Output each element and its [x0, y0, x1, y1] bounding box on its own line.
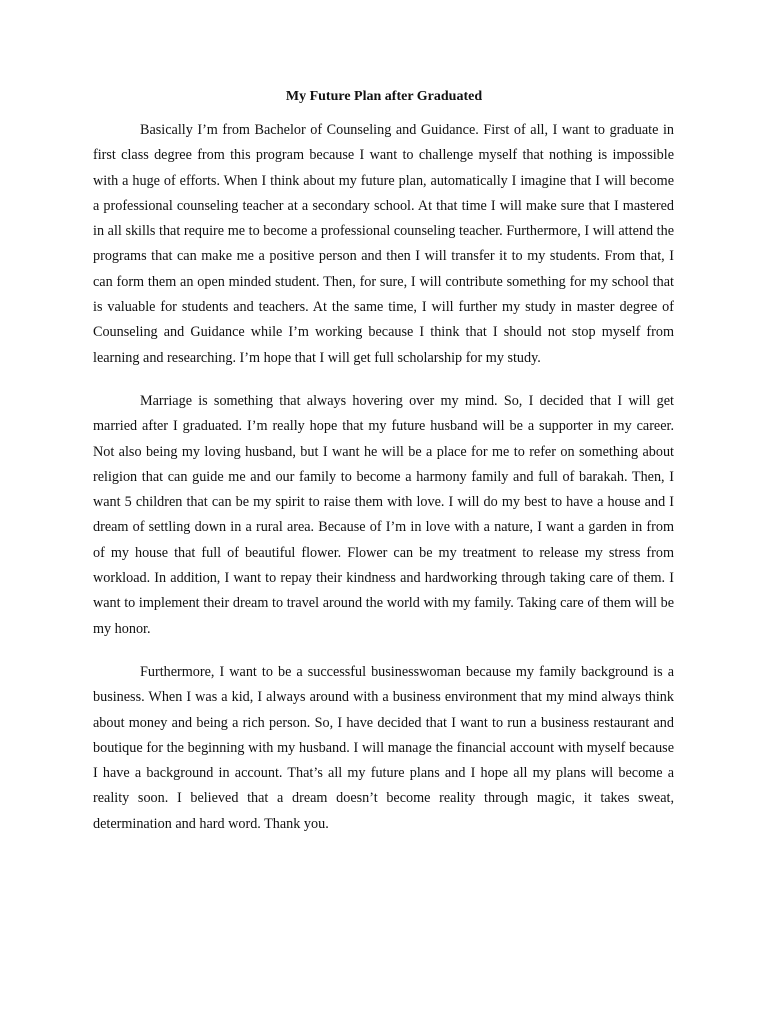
document-body [93, 118, 674, 837]
paragraph-education: Basically I’m from Bachelor of Counseling and Guidance. First of all, I want to graduate in first class degree from this program because I want to challenge myself that nothing is impossible with a huge of efforts. When I think about my future plan, automatically I imagine that I will become a professional counseling teacher at a secondary school. At that time I will make sure that I mastered in all skills that require me to become a professional counseling teacher. Furthermore, I will attend the programs that can make me a positive person and then I will transfer it to my students. From that, I can form them an open minded student. Then, for sure, I will contribute something for my school that is valuable for students and teachers. At the same time, I will further my study in master degree of Counseling and Guidance while I’m working because I think that I should not stop myself from learning and researching. I’m hope that I will get full scholarship for my study. [93, 122, 674, 366]
paragraph-business: Furthermore, I want to be a successful businesswoman because my family background is a business. When I was a kid, I always around with a business environment that my mind always think about money and being a rich person. So, I have decided that I want to run a business restaurant and boutique for the beginning with my husband. I will manage the financial account with myself because I have a background in account. That’s all my future plans and I hope all my plans will become a reality soon. I believed that a dream doesn’t become reality through magic, it takes sweat, determination and hard word. Thank you. [93, 663, 674, 832]
paragraph-marriage: Marriage is something that always hovering over my mind. So, I decided that I will get married after I graduated. I’m really hope that my future husband will be a supporter in my career. Not also being my loving husband, but I want he will be a place for me to refer on something about religion that can guide me and our family to become a harmony family and full of barakah. Then, I want 5 children that can be my spirit to raise them with love. I will do my best to have a house and I dream of settling down in a rural area. Because of I’m in love with a nature, I want a garden in from of my house that full of beautiful flower. Flower can be my treatment to release my stress from workload. In addition, I want to repay their kindness and hardworking through taking care of them. I want to implement their dream to travel around the world with my family. Taking care of them will be my honor. [93, 392, 674, 637]
document-title: My Future Plan after Graduated [285, 89, 483, 104]
